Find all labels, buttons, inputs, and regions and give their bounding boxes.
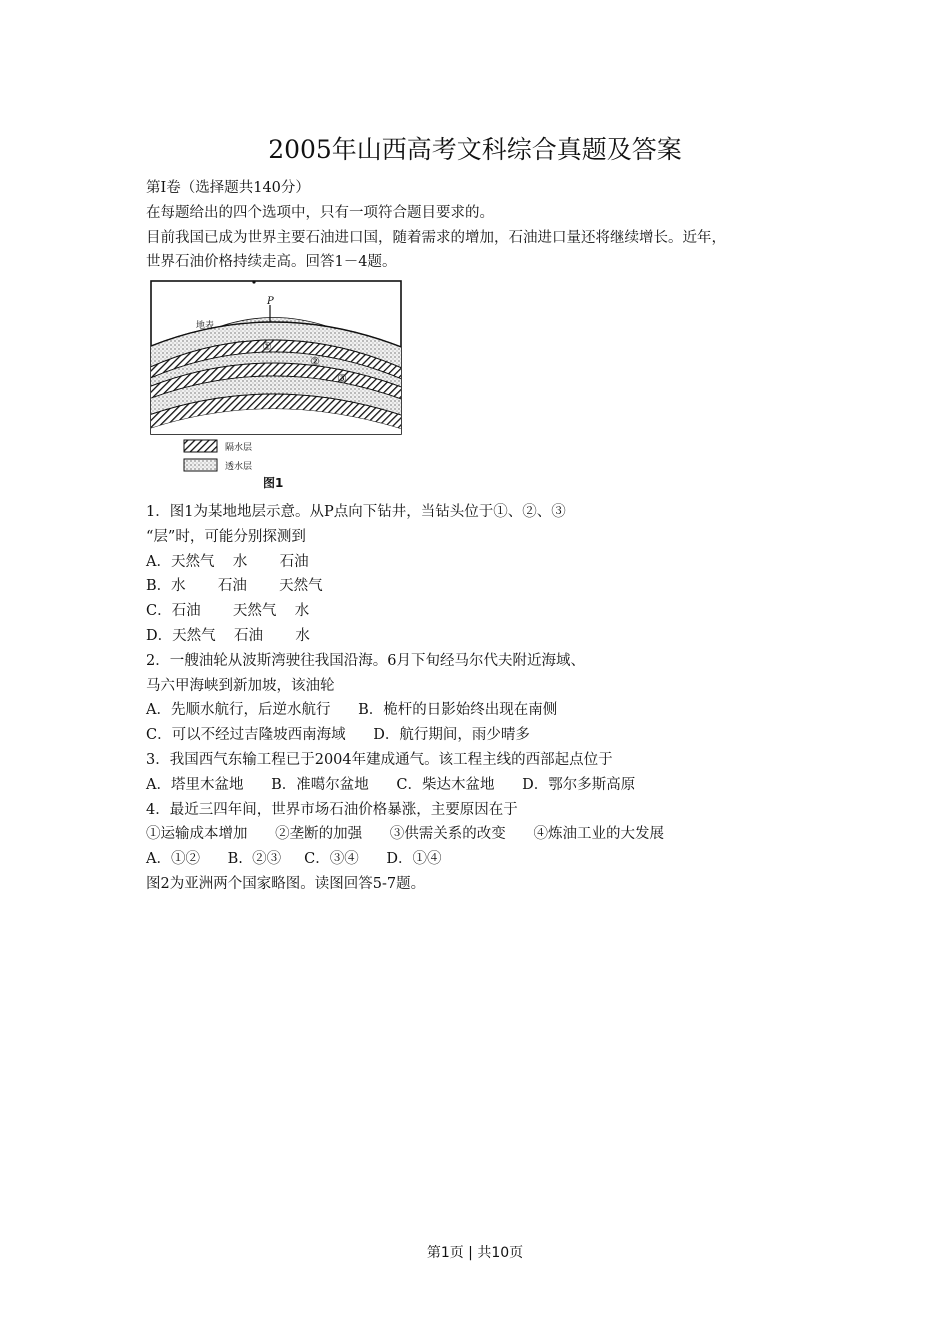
figure-2-intro: 图2为亚洲两个国家略图。读图回答5-7题。 bbox=[146, 875, 426, 892]
question-4-stem: 4．最近三四年间，世界市场石油价格暴涨，主要原因在于 bbox=[146, 801, 518, 818]
passage-line: 世界石油价格持续走高。回答1－4题。 bbox=[146, 254, 397, 271]
figure-caption: 图1 bbox=[263, 476, 284, 490]
page-footer: 第1页 | 共10页 bbox=[426, 1245, 524, 1261]
question-1-option-a: A．天然气 水 石油 bbox=[146, 553, 309, 570]
question-2-options-cd: C．可以不经过吉隆坡西南海域 D．航行期间，雨少晴多 bbox=[146, 727, 530, 744]
question-2-stem: 2．一艘油轮从波斯湾驶往我国沿海。6月下旬经马尔代夫附近海域、 bbox=[146, 652, 585, 669]
legend-impermeable-swatch bbox=[184, 440, 217, 452]
section-heading: 第Ⅰ卷（选择题共140分） bbox=[146, 180, 310, 196]
instruction-line: 在每题给出的四个选项中，只有一项符合题目要求的。 bbox=[146, 204, 494, 221]
question-3-stem: 3．我国西气东输工程已于2004年建成通气。该工程主线的西部起点位于 bbox=[146, 751, 613, 768]
intro-block bbox=[146, 176, 826, 275]
question-1-stem-cont: “层”时，可能分别探测到 bbox=[146, 528, 306, 545]
question-4-options: A．①② B. ②③ C．③④ D．①④ bbox=[146, 851, 442, 868]
question-3-options: A．塔里木盆地 B．准噶尔盆地 C．柴达木盆地 D．鄂尔多斯高原 bbox=[146, 776, 636, 793]
layer-mark-2: ② bbox=[310, 355, 320, 368]
questions-block bbox=[146, 500, 826, 897]
legend-impermeable-label: 隔水层 bbox=[225, 443, 253, 453]
strata-diagram-svg bbox=[146, 276, 404, 490]
question-2-stem-cont: 马六甲海峡到新加坡，该油轮 bbox=[146, 677, 335, 694]
surface-label: 地表 bbox=[196, 321, 215, 331]
question-1-stem: 1．图1为某地地层示意。从P点向下钻井，当钻头位于①、②、③ bbox=[146, 504, 566, 520]
question-2-options-ab: A．先顺水航行，后逆水航行 B．桅杆的日影始终出现在南侧 bbox=[146, 702, 558, 719]
legend-permeable-label: 透水层 bbox=[225, 462, 253, 472]
question-1-option-d: D．天然气 石油 水 bbox=[146, 627, 310, 644]
scan-dot bbox=[252, 280, 255, 283]
question-1-option-b: B．水 石油 天然气 bbox=[146, 578, 323, 595]
legend-permeable-swatch bbox=[184, 459, 217, 471]
question-1-option-c: C．石油 天然气 水 bbox=[146, 603, 310, 620]
layer-mark-1: ① bbox=[262, 340, 272, 353]
page-title: 2005年山西高考文科综合真题及答案 bbox=[268, 135, 682, 164]
passage-line: 目前我国已成为世界主要石油进口国，随着需求的增加，石油进口量还将继续增长。近年， bbox=[146, 229, 726, 246]
figure-1-strata-diagram bbox=[146, 276, 404, 490]
layer-mark-3: ③ bbox=[337, 372, 347, 385]
drill-point-label: P bbox=[267, 296, 274, 307]
question-4-items: ①运输成本增加 ②垄断的加强 ③供需关系的改变 ④炼油工业的大发展 bbox=[146, 826, 664, 843]
